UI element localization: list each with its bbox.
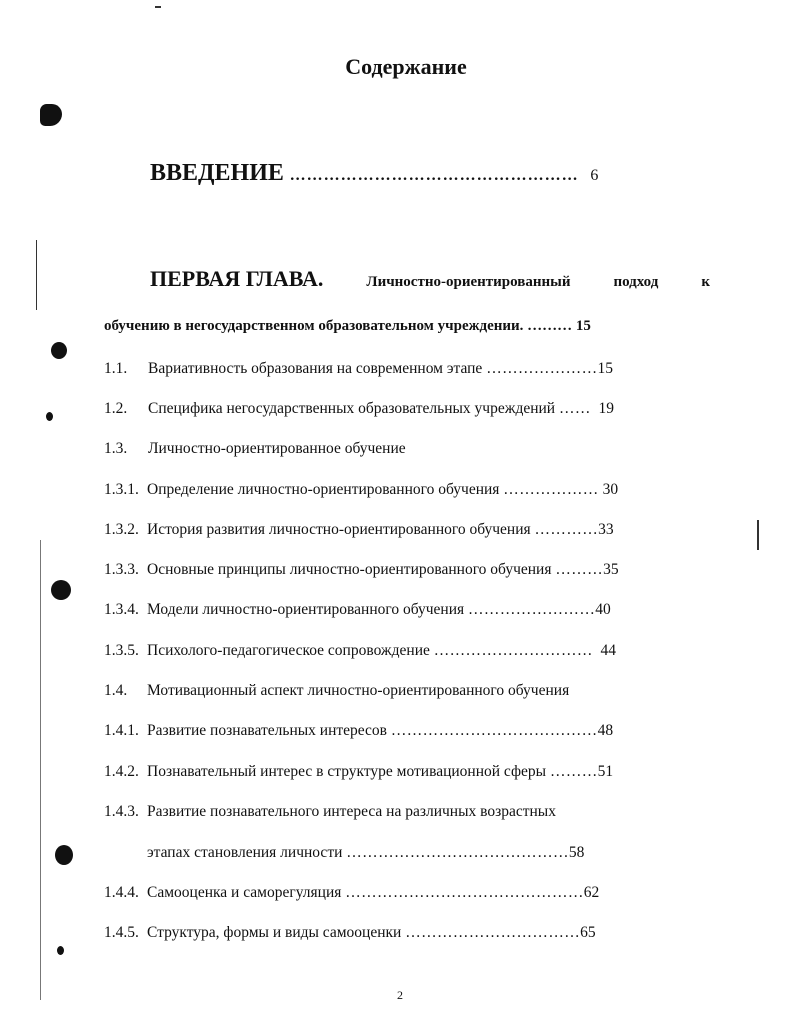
entry-number: 1.3.1. <box>104 481 139 498</box>
punch-hole-mark <box>46 412 53 421</box>
entry-text: История развития личностно-ориентированного обучения <box>147 521 531 538</box>
entry-page: 62 <box>583 884 600 901</box>
toc-entry <box>104 400 614 418</box>
entry-text: Развитие познавательных интересов <box>147 722 387 739</box>
entry-number: 1.3.3. <box>104 561 139 578</box>
entry-dots: ……… <box>555 561 604 578</box>
toc-entry <box>104 924 596 942</box>
chapter-one-continuation: обучению в негосударственном образовательном учреждении. ……… 15 <box>104 318 591 334</box>
entry-page: 15 <box>597 360 613 377</box>
entry-number: 1.3.2. <box>104 521 139 538</box>
entry-number: 1.3.4. <box>104 601 139 618</box>
entry-number: 1.2. <box>104 400 128 417</box>
entry-text: Структура, формы и виды самооценки <box>147 924 402 941</box>
entry-number: 1.4.3. <box>104 803 139 820</box>
punch-hole-mark <box>57 946 64 955</box>
entry-text: Вариативность образования на современном этапе <box>148 360 483 377</box>
punch-hole-mark <box>51 342 67 359</box>
entry-text: Самооценка и саморегуляция <box>147 884 342 901</box>
entry-text: Психолого-педагогическое сопровождение <box>147 642 430 659</box>
punch-hole-mark <box>51 580 71 600</box>
entry-page: 33 <box>598 521 614 538</box>
page-number: 2 <box>397 988 403 1002</box>
introduction-dots: …………………………………………… <box>289 167 579 184</box>
entry-text: Личностно-ориентированное обучение <box>148 440 406 457</box>
entry-dots: ………… <box>534 521 599 538</box>
entry-dots: …………………………… <box>405 924 581 941</box>
entry-text: Основные принципы личностно-ориентированного обучения <box>147 561 552 578</box>
entry-page: 51 <box>597 763 614 780</box>
entry-page: 30 <box>602 481 619 498</box>
toc-entry <box>104 803 556 821</box>
toc-entry <box>104 561 619 579</box>
entry-page: 19 <box>598 400 615 417</box>
entry-dots: ………………………………… <box>390 722 598 739</box>
entry-text: Мотивационный аспект личностно-ориентированного обучения <box>147 682 570 699</box>
margin-line <box>757 520 759 550</box>
punch-hole-mark <box>40 104 62 126</box>
toc-entry <box>104 521 614 539</box>
punch-hole-mark <box>55 845 73 865</box>
toc-entry <box>104 642 616 660</box>
entry-text: Специфика негосударственных образовательных учреждений <box>148 400 556 417</box>
toc-entry <box>104 601 611 619</box>
entry-number: 1.4.4. <box>104 884 139 901</box>
toc-entry <box>104 481 618 499</box>
entry-number: 1.4.1. <box>104 722 139 739</box>
scan-speck <box>155 6 161 8</box>
page-title: Содержание <box>345 54 467 79</box>
margin-line <box>40 540 41 1000</box>
entry-dots: …… <box>558 400 591 417</box>
entry-number: 1.1. <box>104 360 128 377</box>
introduction-page: 6 <box>590 167 599 184</box>
chapter-one-word: подход <box>613 274 659 290</box>
entry-page: 48 <box>597 722 614 739</box>
entry-dots: ………………… <box>486 360 598 377</box>
entry-number: 1.4. <box>104 682 128 699</box>
chapter-one-word: к <box>701 274 710 290</box>
toc-entry <box>104 682 569 700</box>
entry-dots: ……………………………………… <box>345 884 584 901</box>
entry-number: 1.4.5. <box>104 924 139 941</box>
entry-page: 44 <box>600 642 616 659</box>
entry-dots: …………………… <box>468 601 596 618</box>
introduction-label: ВВЕДЕНИЕ <box>150 160 284 186</box>
entry-text: Определение личностно-ориентированного обучения <box>147 481 500 498</box>
entry-dots: ……… <box>549 763 598 780</box>
toc-entry <box>104 884 599 902</box>
toc-entry <box>104 440 406 458</box>
entry-number: 1.3.5. <box>104 642 139 659</box>
entry-text: этапах становления личности <box>147 844 343 861</box>
entry-text: Развитие познавательного интереса на различных возрастных <box>147 803 556 820</box>
entry-text: Познавательный интерес в структуре мотивационной сферы <box>147 763 547 780</box>
entry-number: 1.4.2. <box>104 763 139 780</box>
entry-dots: ………………………… <box>433 642 593 659</box>
toc-introduction <box>150 160 680 187</box>
chapter-one-label: ПЕРВАЯ ГЛАВА. <box>150 266 324 291</box>
entry-dots: …………………………………… <box>346 844 569 861</box>
toc-entry <box>104 360 613 378</box>
margin-line <box>36 240 37 310</box>
toc-chapter-one <box>150 266 710 292</box>
entry-number: 1.3. <box>104 440 128 457</box>
toc-entry-continuation <box>147 844 584 862</box>
entry-text: Модели личностно-ориентированного обучения <box>147 601 465 618</box>
entry-page: 40 <box>595 601 611 618</box>
chapter-one-word: Личностно-ориентированный <box>366 274 571 290</box>
entry-dots: ……………… <box>503 481 599 498</box>
toc-entry <box>104 722 613 740</box>
entry-page: 35 <box>603 561 619 578</box>
entry-page: 58 <box>568 844 585 861</box>
entry-page: 65 <box>580 924 596 941</box>
toc-entry <box>104 763 613 781</box>
